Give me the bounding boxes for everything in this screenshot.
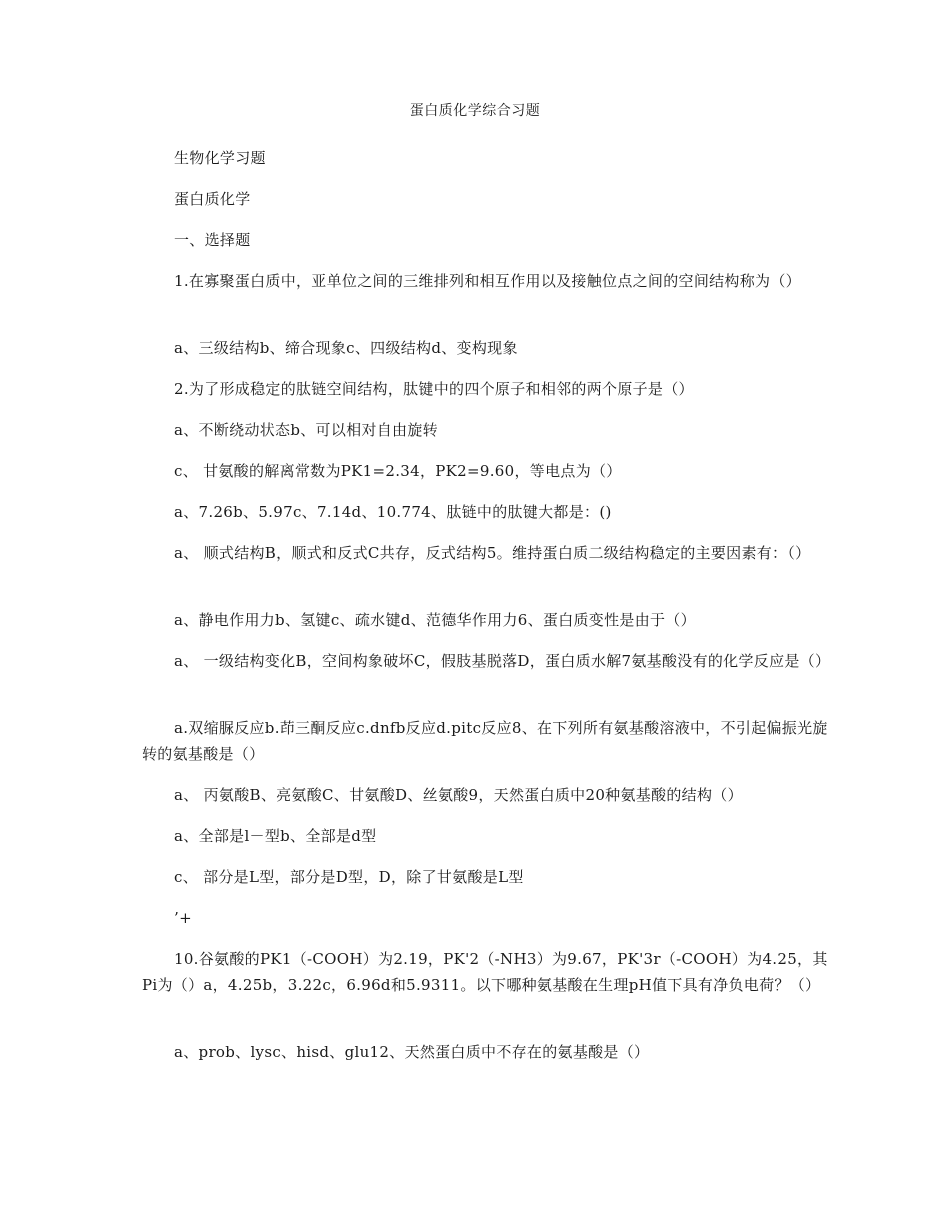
section-label: 一、选择题 — [174, 231, 251, 249]
section-subheading: 蛋白质化学 — [174, 190, 251, 208]
options-paragraph: a、 丙氨酸B、亮氨酸C、甘氨酸D、丝氨酸9，天然蛋白质中20种氨基酸的结构（） — [174, 786, 743, 804]
options-paragraph: a、prob、lysc、hisd、glu12、天然蛋白质中不存在的氨基酸是（） — [174, 1043, 650, 1061]
options-paragraph: a、不断绕动状态b、可以相对自由旋转 — [174, 421, 438, 439]
options-paragraph: a、全部是l－型b、全部是d型 — [174, 827, 377, 845]
options-paragraph: a、静电作用力b、氢键c、疏水键d、范德华作用力6、蛋白质变性是由于（） — [174, 611, 696, 629]
question-paragraph: 2.为了形成稳定的肽链空间结构，肽键中的四个原子和相邻的两个原子是（） — [174, 380, 694, 398]
question-paragraph: a.双缩脲反应b.茚三酮反应c.dnfb反应d.pitc反应8、在下列所有氨基酸溶液中，不引起偏振光旋转的氨基酸是（） — [142, 719, 828, 763]
question-paragraph: c、 甘氨酸的解离常数为PK1=2.34，PK2=9.60，等电点为（） — [174, 462, 622, 480]
document-title: 蛋白质化学综合习题 — [409, 103, 541, 119]
question-paragraph: 10.谷氨酸的PK1（-COOH）为2.19，PK'2（-NH3）为9.67，PK'3r（-COOH）为4.25，其Pi为（）a，4.25b，3.22c，6.96d和5.9311。以下哪种氨基酸在生理pH值下具有净负电荷？（） — [142, 950, 828, 994]
question-paragraph: a、 顺式结构B，顺式和反式C共存，反式结构5。维持蛋白质二级结构稳定的主要因素有：（） — [174, 544, 811, 562]
stray-mark: ’+ — [174, 909, 192, 927]
options-paragraph: c、 部分是L型，部分是D型，D，除了甘氨酸是L型 — [174, 868, 524, 886]
options-paragraph: a、三级结构b、缔合现象c、四级结构d、变构现象 — [174, 339, 518, 357]
options-paragraph: a、7.26b、5.97c、7.14d、10.774、肽链中的肽键大都是：() — [174, 503, 612, 521]
question-paragraph: a、 一级结构变化B，空间构象破坏C，假肢基脱落D，蛋白质水解7氨基酸没有的化学反应是（） — [174, 652, 831, 670]
section-heading: 生物化学习题 — [174, 149, 266, 167]
question-paragraph: 1.在寡聚蛋白质中，亚单位之间的三维排列和相互作用以及接触位点之间的空间结构称为（） — [174, 272, 801, 290]
